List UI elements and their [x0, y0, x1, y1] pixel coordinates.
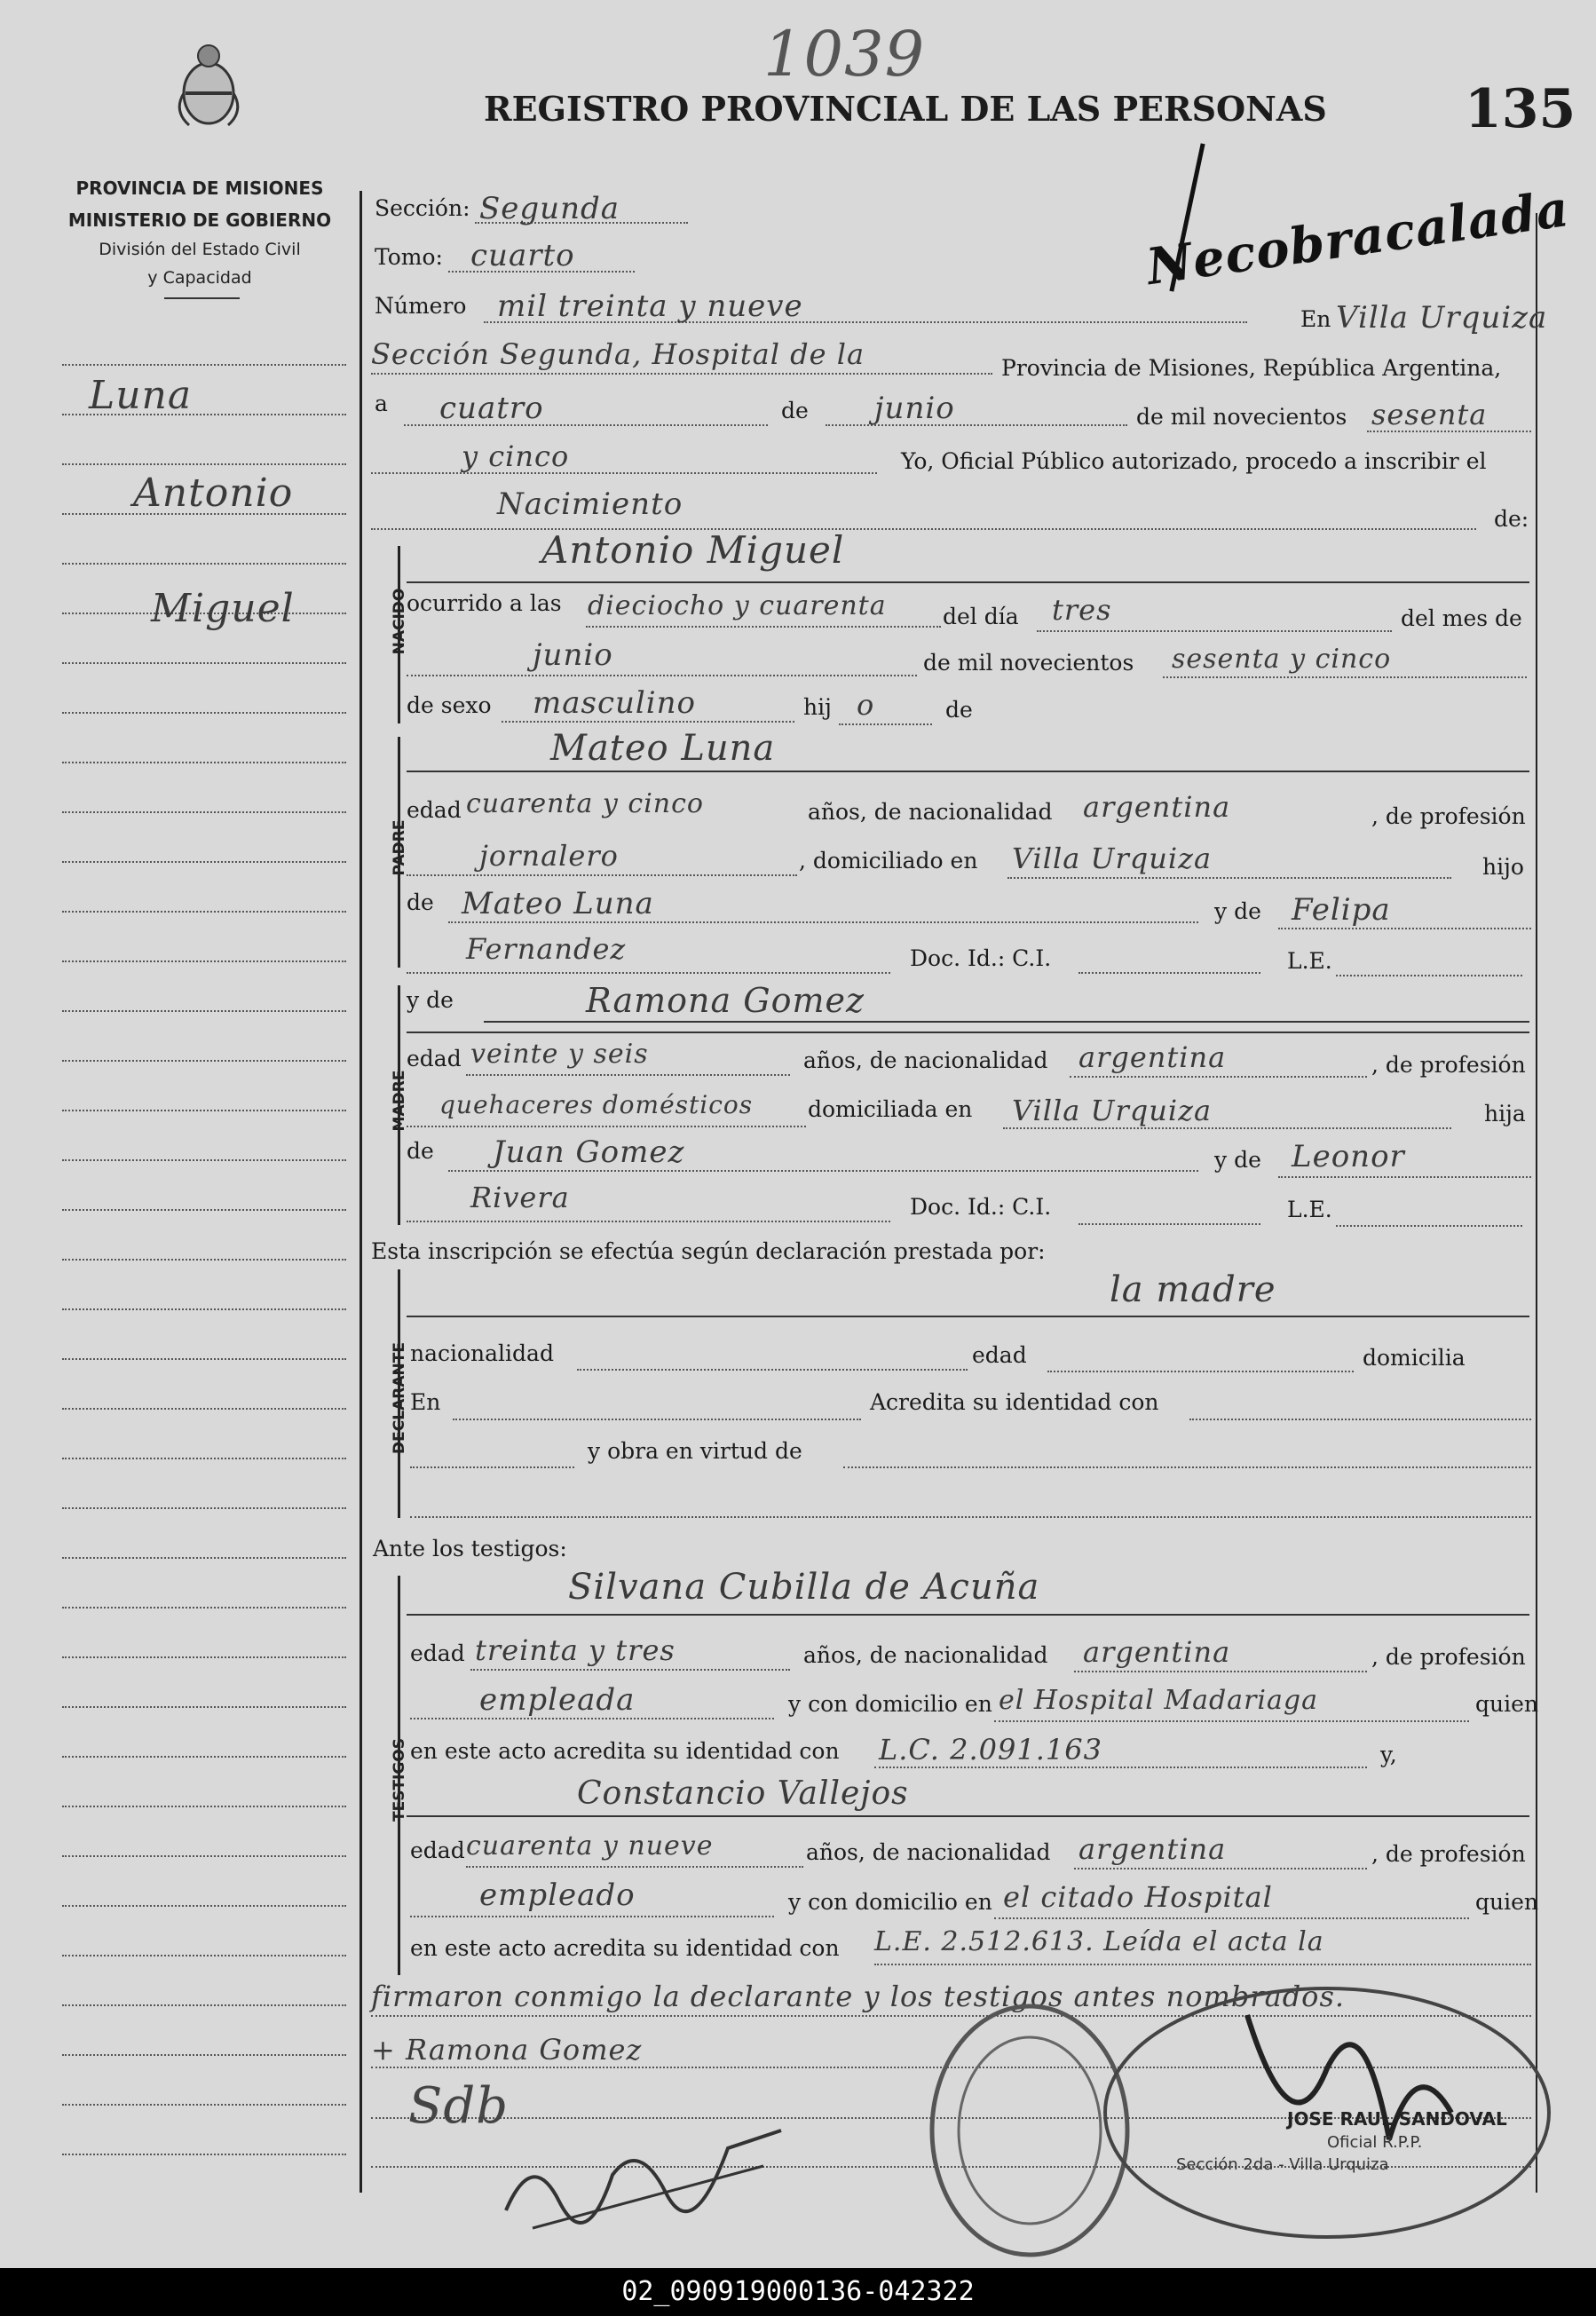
value-padre-madre-2: Fernandez — [466, 932, 627, 966]
label-t2-acredita: en este acto acredita su identidad con — [410, 1935, 840, 1961]
value-hij: o — [857, 688, 875, 722]
margin-rule-line — [62, 1905, 346, 1907]
value-t2-dom: el citado Hospital — [1003, 1880, 1273, 1914]
dots-madre-edad — [466, 1074, 790, 1076]
value-t1-dom: el Hospital Madariaga — [999, 1685, 1318, 1716]
dots-madre-madre — [1278, 1176, 1531, 1178]
value-madre-nombre: Ramona Gomez — [586, 981, 865, 1020]
dots-padre-le — [1336, 975, 1522, 976]
dots-decl-obra-pre — [410, 1466, 574, 1468]
value-tomo: cuarto — [470, 238, 575, 273]
label-decl-en: En — [410, 1389, 441, 1415]
label-del-mes: del mes de — [1401, 605, 1522, 631]
label-a: a — [375, 391, 388, 416]
label-t1-nac: años, de nacionalidad — [803, 1642, 1048, 1668]
label-t1-prof: , de profesión — [1371, 1644, 1526, 1670]
label-padre-dom: , domiciliado en — [799, 848, 978, 873]
label-madre-prof: , de profesión — [1371, 1052, 1526, 1078]
margin-rule-line — [62, 1110, 346, 1111]
dots-t2-dom — [994, 1917, 1469, 1919]
dots-madre-ci — [1078, 1223, 1260, 1225]
margin-rule-line — [62, 1259, 346, 1261]
label-padre-prof: , de profesión — [1371, 803, 1526, 829]
line-madre-nombre-2 — [407, 1032, 1529, 1033]
label-madre-dom: domiciliada en — [808, 1096, 973, 1122]
value-anio: sesenta — [1371, 398, 1488, 431]
label-t1-acredita: en este acto acredita su identidad con — [410, 1738, 840, 1764]
margin-rule-line — [62, 1507, 346, 1509]
margin-rule-line — [62, 1656, 346, 1658]
stamp-section: Sección 2da - Villa Urquiza — [1176, 2155, 1389, 2174]
margin-name-2: Miguel — [151, 586, 295, 631]
margin-rule-line — [62, 762, 346, 763]
label-de-mes: de — [781, 398, 809, 423]
value-t2-edad: cuarenta y nueve — [466, 1830, 714, 1861]
label-madre-le: L.E. — [1287, 1197, 1332, 1222]
value-seccion: Segunda — [479, 191, 620, 226]
value-t2-doc: L.E. 2.512.613. Leída el acta la — [874, 1926, 1324, 1957]
label-t2-dom: y con domicilio en — [788, 1889, 992, 1915]
value-padre-padre: Mateo Luna — [462, 886, 654, 921]
stamp-name: JOSE RAUL SANDOVAL — [1287, 2108, 1507, 2130]
value-padre-madre: Felipa — [1292, 892, 1391, 928]
label-padre-de: de — [407, 889, 434, 915]
label-sexo: de sexo — [407, 692, 492, 718]
dots-madre-nac — [1070, 1076, 1367, 1078]
value-testigo-2: Constancio Vallejos — [577, 1775, 909, 1812]
margin-surname: Luna — [89, 373, 193, 418]
margin-rule-line — [62, 1408, 346, 1410]
label-de-padres: de — [945, 697, 973, 723]
signature-2-icon — [497, 2113, 790, 2237]
margin-rule-line — [62, 712, 346, 714]
value-t2-prof: empleado — [479, 1877, 636, 1913]
label-decl-domicilia: domicilia — [1363, 1345, 1466, 1371]
margin-rule-line — [62, 662, 346, 664]
margin-rule-line — [62, 911, 346, 913]
value-t1-doc: L.C. 2.091.163 — [879, 1733, 1102, 1767]
value-anio-2: y cinco — [462, 439, 570, 473]
dots-t2-prof — [410, 1916, 774, 1917]
label-t2-nac: años, de nacionalidad — [806, 1839, 1051, 1865]
dots-padre-madre-2 — [407, 972, 890, 974]
label-decl-acredita: Acredita su identidad con — [870, 1389, 1159, 1415]
label-madre-y-de-2: y de — [1214, 1147, 1261, 1173]
page-number: 135 — [1465, 78, 1576, 140]
value-hora: dieciocho y cuarenta — [588, 590, 887, 621]
label-padre-doc: Doc. Id.: C.I. — [910, 945, 1052, 971]
value-madre-prof: quehaceres domésticos — [439, 1090, 754, 1119]
label-hij: hij — [803, 694, 832, 720]
org-line-4: y Capacidad — [147, 268, 252, 288]
label-decl-obra: y obra en virtud de — [588, 1438, 802, 1464]
label-hijo: hijo — [1482, 854, 1524, 880]
value-anio-nac: sesenta y cinco — [1172, 644, 1392, 675]
dots-t1-doc — [874, 1767, 1367, 1768]
dots-madre-dom — [1003, 1127, 1451, 1129]
label-mil-novecientos: de mil novecientos — [1136, 404, 1347, 430]
margin-rule-line — [62, 463, 346, 465]
margin-rule-line — [62, 2004, 346, 2006]
margin-rule-line — [62, 1308, 346, 1310]
label-madre-doc: Doc. Id.: C.I. — [910, 1194, 1052, 1220]
section-testigos: TESTIGOS — [391, 1737, 408, 1822]
margin-rule-line — [62, 1855, 346, 1857]
value-closing-1: firmaron conmigo la declarante y los testigos antes nombrados. — [371, 1980, 1346, 2013]
margin-rule-line — [62, 960, 346, 962]
value-madre-nac: argentina — [1078, 1040, 1227, 1074]
line-testigo-1 — [407, 1614, 1529, 1616]
value-t1-edad: treinta y tres — [475, 1633, 676, 1667]
line-declarante — [407, 1316, 1529, 1317]
label-tomo: Tomo: — [375, 244, 443, 270]
label-de-colon: de: — [1494, 506, 1529, 532]
margin-rule-line — [62, 1209, 346, 1211]
dots-madre-le — [1336, 1225, 1522, 1227]
margin-rule-line — [62, 1706, 346, 1708]
dots-padre-dom — [1007, 877, 1451, 879]
value-acto: Nacimiento — [497, 486, 683, 522]
label-yo: Yo, Oficial Público autorizado, procedo a inscribir el — [901, 448, 1487, 474]
coat-of-arms-icon — [173, 40, 244, 129]
stamp-word: Necobracalada — [1142, 178, 1573, 297]
margin-rule-line — [62, 1010, 346, 1012]
value-madre-madre-2: Rivera — [470, 1181, 570, 1214]
file-id-footer: 02_090919000136-042322 — [0, 2268, 1596, 2316]
margin-rule-line — [62, 2054, 346, 2056]
value-lugar: Sección Segunda, Hospital de la — [371, 337, 865, 371]
value-t2-nac: argentina — [1078, 1832, 1227, 1866]
dots-decl-acredita — [1189, 1419, 1531, 1420]
label-padre-edad: edad — [407, 797, 462, 823]
margin-divider — [359, 191, 362, 2193]
value-nombre: Antonio Miguel — [541, 528, 845, 572]
dots-mes — [826, 424, 1127, 426]
value-padre-dom: Villa Urquiza — [1012, 842, 1213, 875]
page-title: REGISTRO PROVINCIAL DE LAS PERSONAS — [484, 89, 1327, 129]
dots-anio-nac — [1163, 676, 1527, 678]
label-hija: hija — [1484, 1101, 1526, 1126]
dots-acto — [371, 528, 1476, 530]
dots-padre-prof — [407, 874, 797, 876]
value-t1-prof: empleada — [479, 1682, 636, 1718]
margin-rule-line — [62, 1557, 346, 1559]
label-padre-nac: años, de nacionalidad — [808, 799, 1053, 825]
margin-rule-line — [62, 1756, 346, 1758]
dots-t1-prof — [410, 1718, 774, 1719]
label-t1-edad: edad — [410, 1640, 465, 1666]
dots-mes-nac — [407, 675, 917, 676]
value-numero: mil treinta y nueve — [497, 289, 803, 324]
value-closing-2: + Ramona Gomez — [371, 2033, 643, 2067]
dots-madre-padre — [448, 1170, 1198, 1172]
org-line-1: PROVINCIA DE MISIONES — [75, 178, 324, 199]
label-decl-edad: edad — [972, 1342, 1027, 1368]
margin-rule-line — [62, 2154, 346, 2155]
dots-lugar — [371, 373, 992, 375]
label-seccion: Sección: — [375, 195, 470, 221]
value-padre-nac: argentina — [1083, 790, 1231, 824]
value-sexo: masculino — [533, 685, 697, 721]
value-padre-nombre: Mateo Luna — [550, 728, 776, 769]
value-madre-edad: veinte y seis — [470, 1039, 649, 1070]
dots-decl-obra — [843, 1466, 1531, 1468]
value-madre-padre: Juan Gomez — [493, 1134, 685, 1170]
margin-rule-line — [62, 861, 346, 863]
dots-dia-nac — [1037, 630, 1392, 632]
value-dia-nac: tres — [1052, 593, 1112, 627]
line-padre-nombre — [407, 771, 1529, 772]
section-madre: MADRE — [391, 1070, 408, 1132]
label-madre-nac: años, de nacionalidad — [803, 1047, 1048, 1073]
value-madre-madre: Leonor — [1292, 1139, 1405, 1174]
margin-rule-line — [62, 364, 346, 366]
value-mes-nac: junio — [533, 637, 613, 673]
section-declarante: DECLARANTE — [391, 1342, 408, 1454]
dots-t2-nac — [1074, 1868, 1367, 1869]
dots-t1-edad — [470, 1669, 790, 1671]
dots-padre-madre — [1278, 928, 1531, 929]
stamp-title: Oficial R.P.P. — [1327, 2133, 1423, 2152]
dots-t1-nac — [1074, 1671, 1367, 1672]
margin-rule-line — [62, 1358, 346, 1360]
label-esta-inscripcion: Esta inscripción se efectúa según declaración prestada por: — [371, 1238, 1046, 1264]
value-madre-dom: Villa Urquiza — [1012, 1094, 1213, 1127]
section-nacido: NACIDO — [391, 588, 408, 655]
dots-padre-padre — [448, 921, 1198, 923]
margin-rule-line — [62, 1159, 346, 1161]
value-testigo-1: Silvana Cubilla de Acuña — [568, 1567, 1040, 1608]
value-padre-prof: jornalero — [479, 839, 619, 873]
label-t2-edad: edad — [410, 1838, 465, 1863]
margin-rule-line — [62, 1806, 346, 1807]
dots-anio-2 — [371, 472, 877, 474]
margin-rule-line — [62, 2104, 346, 2106]
label-en: En — [1300, 306, 1331, 332]
dots-decl-en — [453, 1419, 861, 1420]
label-ante: Ante los testigos: — [373, 1536, 567, 1561]
label-decl-nacionalidad: nacionalidad — [410, 1340, 554, 1366]
line-madre-nombre — [484, 1021, 1529, 1023]
org-divider — [164, 297, 240, 299]
label-madre-y-de: y de — [407, 987, 454, 1013]
dots-t2-edad — [466, 1866, 803, 1868]
label-t1-dom: y con domicilio en — [788, 1691, 992, 1717]
margin-rule-line — [62, 1060, 346, 1062]
dots-decl-edad — [1047, 1371, 1354, 1372]
line-testigo-2 — [407, 1815, 1529, 1817]
handwritten-number: 1039 — [763, 18, 926, 91]
org-line-3: División del Estado Civil — [99, 240, 301, 259]
dots-madre-madre-2 — [407, 1221, 890, 1222]
org-line-2: MINISTERIO DE GOBIERNO — [67, 209, 332, 231]
value-declarante: la madre — [1110, 1269, 1276, 1310]
label-t2-prof: , de profesión — [1371, 1841, 1526, 1867]
dots-hora — [586, 626, 941, 628]
value-padre-edad: cuarenta y cinco — [466, 788, 704, 819]
dots-decl-nac — [577, 1369, 968, 1371]
margin-rule-line — [62, 563, 346, 565]
dots-t1-dom — [994, 1720, 1469, 1722]
value-en: Villa Urquiza — [1336, 300, 1548, 336]
value-t1-nac: argentina — [1083, 1635, 1231, 1669]
dots-hij — [839, 723, 932, 725]
label-padre-y-de: y de — [1214, 898, 1261, 924]
label-padre-le: L.E. — [1287, 948, 1332, 974]
label-del-dia: del día — [943, 604, 1019, 629]
label-provincia: Provincia de Misiones, República Argentina, — [1001, 355, 1502, 381]
margin-rule-line — [62, 811, 346, 813]
dots-decl-extra — [410, 1516, 1531, 1518]
label-mil-novecientos-2: de mil novecientos — [923, 650, 1134, 676]
margin-rule-line — [62, 1458, 346, 1459]
value-dia: cuatro — [439, 391, 544, 426]
label-madre-edad: edad — [407, 1046, 462, 1071]
label-t1-y: y, — [1380, 1742, 1397, 1767]
signature-1: Sdb — [408, 2077, 510, 2135]
dots-sexo — [502, 721, 794, 723]
dots-t2-doc — [874, 1964, 1531, 1965]
label-t1-quien: quien — [1475, 1691, 1538, 1717]
label-madre-de: de — [407, 1138, 434, 1164]
label-t2-quien: quien — [1475, 1889, 1538, 1915]
dots-madre-prof — [407, 1126, 806, 1127]
label-ocurrido: ocurrido a las — [407, 590, 562, 616]
section-padre: PADRE — [391, 819, 408, 876]
value-mes: junio — [874, 391, 955, 426]
margin-rule-line — [62, 1607, 346, 1609]
margin-rule-line — [62, 1955, 346, 1956]
dots-padre-ci — [1078, 972, 1260, 974]
margin-name-1: Antonio — [133, 470, 294, 516]
line-nombre — [407, 581, 1529, 583]
label-numero: Número — [375, 293, 467, 319]
